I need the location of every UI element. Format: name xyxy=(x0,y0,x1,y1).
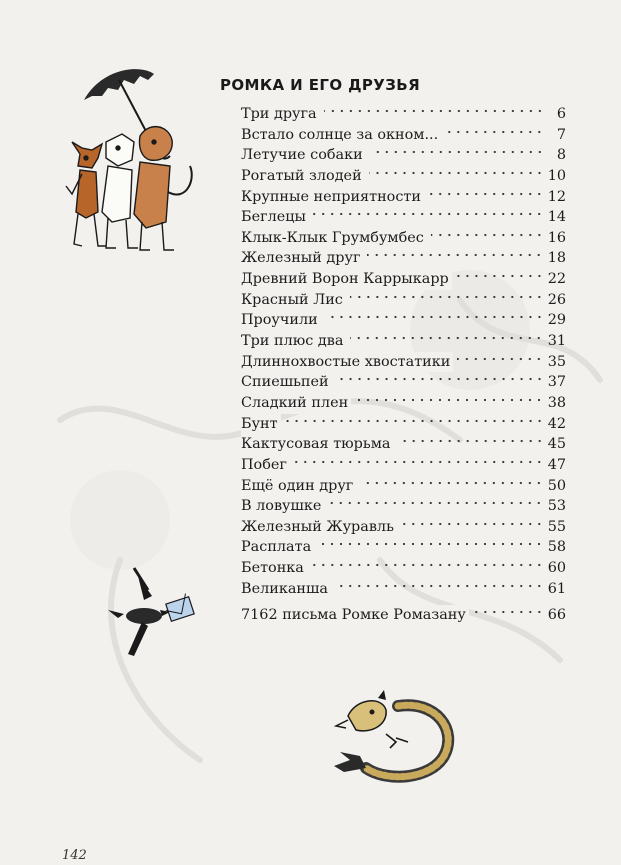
entry-page-number: 8 xyxy=(556,147,566,164)
toc-entry xyxy=(241,476,566,497)
entry-page-number: 10 xyxy=(547,167,566,184)
toc-entry xyxy=(241,207,566,228)
entry-title: Железный Журавль xyxy=(241,517,397,538)
entry-title: Железный друг xyxy=(241,248,363,269)
entry-page-number: 7 xyxy=(556,126,566,143)
entry-page-number: 45 xyxy=(547,436,566,453)
entry-page-number: 42 xyxy=(547,415,566,432)
dot-leader xyxy=(370,149,544,155)
dot-leader xyxy=(398,438,544,444)
entry-page-number: 12 xyxy=(547,188,566,205)
dot-leader xyxy=(335,583,544,589)
entry-page-number: 55 xyxy=(547,518,566,535)
toc-entry xyxy=(241,125,566,146)
dot-leader xyxy=(367,252,543,258)
entry-title: Рогатый злодей xyxy=(241,166,365,187)
entry-page-number: 26 xyxy=(547,291,566,308)
section-title: РОМКА И ЕГО ДРУЗЬЯ xyxy=(220,76,421,94)
dot-leader xyxy=(350,335,543,341)
fox-figure xyxy=(66,142,106,246)
toc-entry xyxy=(241,187,566,208)
entry-title: Спиешьпей xyxy=(241,372,332,393)
entry-page-number: 50 xyxy=(547,477,566,494)
entry-title: Крупные неприятности xyxy=(241,187,424,208)
toc-entry xyxy=(241,269,566,290)
entry-title: В ловушке xyxy=(241,496,324,517)
toc-entry xyxy=(241,228,566,249)
brown-dog-figure xyxy=(134,127,192,250)
dot-leader xyxy=(324,108,544,114)
dot-leader xyxy=(328,500,543,506)
toc-entry xyxy=(241,605,566,626)
dot-leader xyxy=(350,294,544,300)
entry-page-number: 31 xyxy=(547,333,566,350)
toc-entry xyxy=(241,104,566,125)
dot-leader xyxy=(336,376,544,382)
entry-title: Длиннохвостые хвостатики xyxy=(241,352,453,373)
entry-page-number: 22 xyxy=(547,271,566,288)
entry-title: Кактусовая тюрьма xyxy=(241,434,394,455)
toc-entry xyxy=(241,290,566,311)
toc-entry xyxy=(241,248,566,269)
entry-title: Великанша xyxy=(241,579,331,600)
dot-leader xyxy=(473,609,544,615)
entry-title: Красный Лис xyxy=(241,290,346,311)
entry-title: Клык-Клык Грумбумбес xyxy=(241,228,427,249)
entry-title: Древний Ворон Каррыкарр xyxy=(241,269,452,290)
dot-leader xyxy=(369,170,544,176)
dragon-ring-illustration xyxy=(326,690,466,790)
toc-entry xyxy=(241,558,566,579)
bird-with-letter-illustration xyxy=(104,566,204,670)
toc-entry xyxy=(241,496,566,517)
page-number: 142 xyxy=(62,848,87,863)
entry-title: Летучие собаки xyxy=(241,145,366,166)
entry-page-number: 18 xyxy=(547,250,566,267)
toc-entry xyxy=(241,455,566,476)
dot-leader xyxy=(431,232,544,238)
entry-title: Бетонка xyxy=(241,558,307,579)
entry-page-number: 61 xyxy=(547,580,566,597)
entry-page-number: 29 xyxy=(547,312,566,329)
entry-title: Бунт xyxy=(241,414,281,435)
dot-leader xyxy=(360,480,543,486)
entry-title: 7162 письма Ромке Ромазану xyxy=(241,605,469,626)
entry-title: Три друга xyxy=(241,104,320,125)
dot-leader xyxy=(313,211,544,217)
dot-leader xyxy=(355,397,544,403)
dot-leader xyxy=(428,191,544,197)
dot-leader xyxy=(457,356,543,362)
entry-page-number: 14 xyxy=(547,209,566,226)
envelope-icon xyxy=(163,594,195,622)
dot-leader xyxy=(445,129,544,135)
toc-entry xyxy=(241,372,566,393)
entry-page-number: 38 xyxy=(547,394,566,411)
entry-title: Три плюс два xyxy=(241,331,346,352)
entry-title: Сладкий плен xyxy=(241,393,351,414)
dot-leader xyxy=(456,273,544,279)
entry-page-number: 60 xyxy=(547,560,566,577)
entry-page-number: 58 xyxy=(547,539,566,556)
toc-entry xyxy=(241,145,566,166)
entry-title: Встало солнце за окном... xyxy=(241,125,441,146)
entry-title: Расплата xyxy=(241,537,314,558)
toc-entry xyxy=(241,331,566,352)
entry-page-number: 35 xyxy=(547,353,566,370)
dot-leader xyxy=(311,562,544,568)
entry-page-number: 37 xyxy=(547,374,566,391)
toc-entry xyxy=(241,434,566,455)
entry-page-number: 6 xyxy=(556,106,566,122)
toc-entry xyxy=(241,579,566,600)
toc-entry xyxy=(241,393,566,414)
entry-title: Проучили xyxy=(241,310,321,331)
entry-title: Побег xyxy=(241,455,290,476)
toc-entry xyxy=(241,166,566,187)
dot-leader xyxy=(401,521,544,527)
dot-leader xyxy=(294,459,544,465)
toc-entry xyxy=(241,414,566,435)
dot-leader xyxy=(325,314,544,320)
entry-page-number: 66 xyxy=(547,607,566,624)
dot-leader xyxy=(285,418,544,424)
entry-title: Беглецы xyxy=(241,207,309,228)
toc-entry xyxy=(241,537,566,558)
toc-entry xyxy=(241,517,566,538)
entry-title: Ещё один друг xyxy=(241,476,356,497)
toc-entry xyxy=(241,310,566,331)
entry-page-number: 16 xyxy=(547,229,566,246)
three-friends-illustration xyxy=(62,62,202,262)
white-dog-figure xyxy=(102,134,138,248)
entry-page-number: 47 xyxy=(547,456,566,473)
toc-entry xyxy=(241,352,566,373)
table-of-contents xyxy=(241,104,566,626)
dot-leader xyxy=(318,541,544,547)
entry-page-number: 53 xyxy=(547,498,566,515)
